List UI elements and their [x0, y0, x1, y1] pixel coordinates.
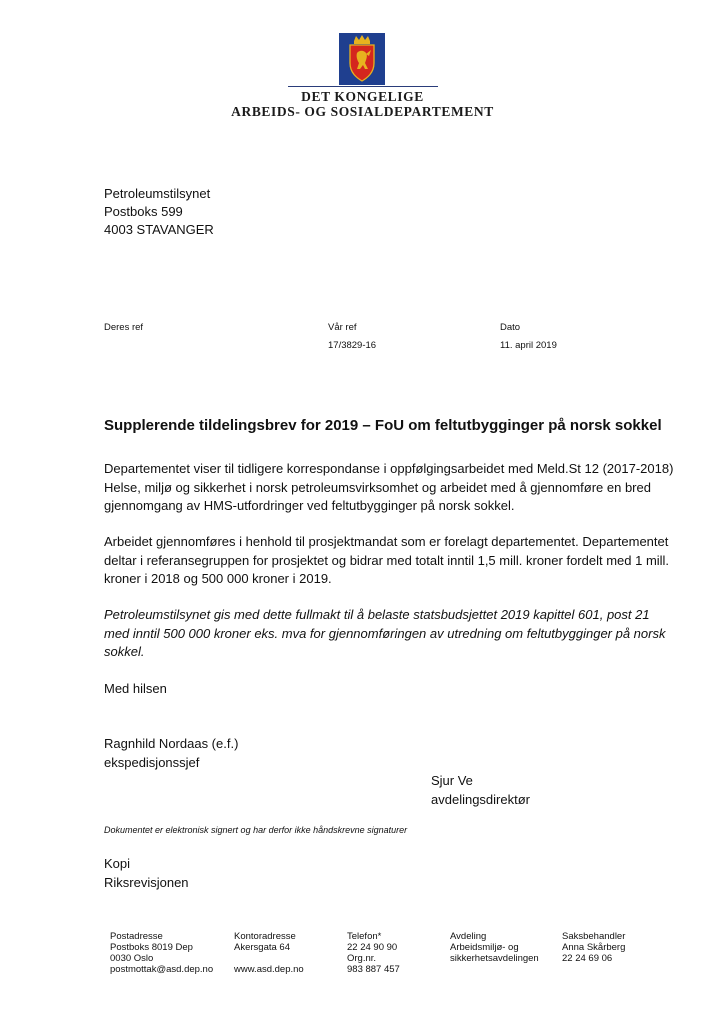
closing: Med hilsen: [104, 681, 167, 696]
letterhead: [0, 30, 725, 125]
footer-line: Akersgata 64: [234, 942, 290, 953]
copy-recipient: Riksrevisjonen: [104, 874, 189, 890]
footer-kontoradresse: [234, 931, 304, 975]
footer-line: Postadresse: [110, 931, 163, 942]
footer-line: postmottak@asd.dep.no: [110, 964, 214, 975]
footer-line: Arbeidsmiljø- og: [450, 942, 519, 953]
copy-label: Kopi: [104, 856, 131, 871]
footer-line: Kontoradresse: [234, 931, 296, 942]
copy-block: [104, 855, 189, 892]
footer-saksbehandler: [562, 931, 625, 964]
footer-line: Saksbehandler: [562, 931, 626, 942]
footer-postadresse: [110, 931, 213, 975]
signer-1: [104, 735, 238, 772]
footer-line: Telefon*: [347, 931, 382, 942]
footer-line: Postboks 8019 Dep: [110, 942, 193, 953]
recipient-line: Petroleumstilsynet: [104, 186, 211, 201]
var-ref: [328, 319, 376, 355]
coat-of-arms-icon: [339, 33, 385, 85]
footer-line: Anna Skårberg: [562, 942, 626, 953]
recipient-line: Postboks 599: [104, 204, 183, 219]
signer-2: [431, 772, 530, 809]
footer-line: 983 887 457: [347, 964, 400, 975]
department-line-1: DET KONGELIGE: [301, 89, 424, 104]
var-ref-label: Vår ref: [328, 322, 357, 333]
dato: [500, 319, 557, 355]
recipient-address: [104, 185, 214, 239]
footer-telefon: [347, 931, 400, 975]
body-paragraph-3: Petroleumstilsynet gis med dette fullmakt til å belaste statsbudsjettet 2019 kapittel 601, post 21 med inntil 500 000 kroner eks. mva for gjennomføringen av utredning om feltutbygginger på norsk sokkel.: [104, 607, 666, 659]
footer-line: 0030 Oslo: [110, 953, 154, 964]
footer-avdeling: [450, 931, 539, 964]
footer-line: 22 24 69 06: [562, 953, 613, 964]
footer-line: 22 24 90 90: [347, 942, 398, 953]
signer-1-title: ekspedisjonssjef: [104, 754, 200, 770]
signer-2-title: avdelingsdirektør: [431, 791, 530, 807]
footer-line: Org.nr.: [347, 953, 377, 964]
footer-line: sikkerhetsavdelingen: [450, 953, 539, 964]
dato-label: Dato: [500, 322, 521, 333]
footer-line: [234, 953, 304, 964]
deres-ref-label: Deres ref: [104, 322, 144, 333]
footer-line: Avdeling: [450, 931, 487, 942]
dato-value: 11. april 2019: [500, 340, 557, 351]
body-paragraph-2: Arbeidet gjennomføres i henhold til prosjektmandat som er forelagt departementet. Departementet deltar i referansegruppen for prosjektet og bidrar med totalt inntil 1,5 mill. kroner fordelt med 1 mill. kroner i 2018 og 500 000 kroner i 2019.: [104, 534, 670, 586]
recipient-line: 4003 STAVANGER: [104, 222, 214, 237]
letterhead-rule-top: [288, 86, 438, 87]
var-ref-value: 17/3829-16: [328, 340, 377, 351]
signer-2-name: Sjur Ve: [431, 773, 473, 788]
department-line-2: ARBEIDS- OG SOSIALDEPARTEMENT: [231, 104, 494, 119]
deres-ref: [104, 319, 143, 337]
signature-note: Dokumentet er elektronisk signert og har derfor ikke håndskrevne signaturer: [104, 825, 408, 835]
body-paragraph-1: Departementet viser til tidligere korrespondanse i oppfølgingsarbeidet med Meld.St 12 (2017-2018) Helse, miljø og sikkerhet i norsk petroleumsvirksomhet og arbeidet med å gjennomføre en bred gjennomgang av HMS-utfordringer ved feltutbygginger på norsk sokkel.: [104, 461, 674, 513]
footer-line: www.asd.dep.no: [234, 964, 304, 975]
letter-title: Supplerende tildelingsbrev for 2019 – FoU om feltutbygginger på norsk sokkel: [104, 417, 662, 434]
signer-1-name: Ragnhild Nordaas (e.f.): [104, 736, 239, 751]
